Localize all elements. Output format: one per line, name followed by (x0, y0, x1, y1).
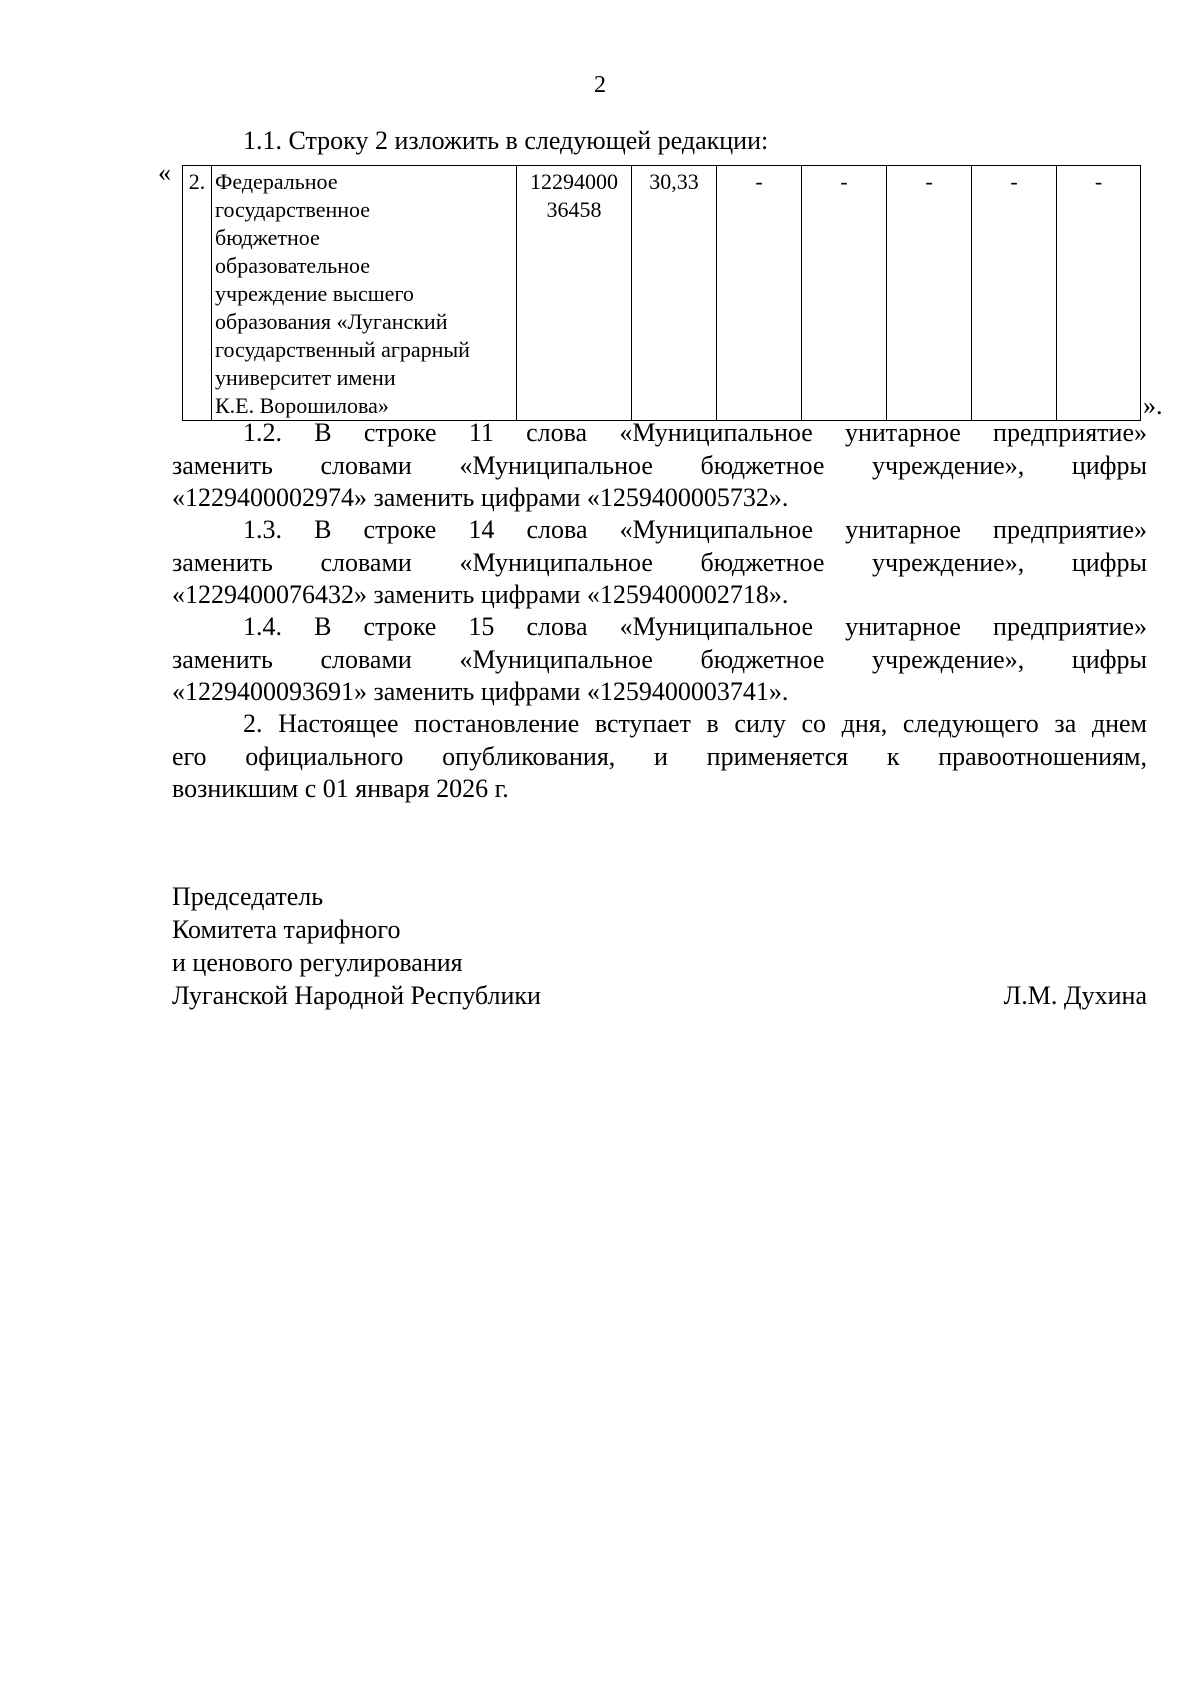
text-line: 1.3. В строке 14 слова «Муниципальное унитарное предприятие» (243, 515, 1147, 544)
cell-dash: - (717, 166, 802, 421)
name-line: бюджетное (215, 225, 320, 250)
name-line: государственный аграрный (215, 337, 470, 362)
name-line: университет имени (215, 365, 396, 390)
name-line: образования «Луганский (215, 309, 448, 334)
text-line: заменить словами «Муниципальное бюджетное учреждение», цифры (172, 644, 1147, 674)
text-line: 2. Настоящее постановление вступает в силу со дня, следующего за днем (243, 709, 1147, 738)
amended-row-table (182, 165, 1141, 421)
signature-title-line: Комитета тарифного (172, 915, 401, 944)
text-line: его официального опубликования, и применяется к правоотношениям, (172, 741, 1147, 771)
code-line: 36458 (546, 197, 602, 222)
signature-title-line: Луганской Народной Республики (172, 981, 541, 1010)
signatory-name: Л.М. Духина (1003, 981, 1147, 1010)
name-line: образовательное (215, 253, 371, 278)
paragraph-1-2 (172, 417, 1147, 515)
cell-row-number: 2. (183, 166, 212, 421)
code-line: 12294000 (530, 169, 618, 194)
intro-line: 1.1. Строку 2 изложить в следующей редакции: (243, 126, 769, 155)
text-line: заменить словами «Муниципальное бюджетное учреждение», цифры (172, 547, 1147, 577)
name-line: государственное (215, 197, 371, 222)
quote-open: « (158, 158, 171, 187)
signature-block (172, 880, 1147, 1012)
cell-registration-code (517, 166, 632, 421)
page-number: 2 (594, 72, 606, 98)
signature-last-row (172, 979, 1147, 1012)
text-line: 1.4. В строке 15 слова «Муниципальное унитарное предприятие» (243, 612, 1147, 641)
cell-value: 30,33 (632, 166, 717, 421)
cell-dash: - (802, 166, 887, 421)
paragraph-1-4 (172, 611, 1147, 709)
cell-dash: - (887, 166, 972, 421)
signature-title-line: Председатель (172, 882, 324, 911)
paragraph-1-3 (172, 514, 1147, 612)
text-line: возникшим с 01 января 2026 г. (172, 774, 509, 803)
name-line: Федеральное (215, 169, 338, 194)
name-line: учреждение высшего (215, 281, 414, 306)
cell-dash: - (1057, 166, 1141, 421)
name-line: К.Е. Ворошилова» (215, 393, 389, 418)
text-line: «1229400076432» заменить цифрами «1259400002718». (172, 580, 789, 609)
cell-organization-name (212, 166, 517, 421)
text-line: «1229400093691» заменить цифрами «1259400003741». (172, 677, 789, 706)
quote-close: ». (1143, 391, 1163, 420)
paragraph-2 (172, 708, 1147, 806)
signature-title-line: и ценового регулирования (172, 948, 463, 977)
cell-dash: - (972, 166, 1057, 421)
text-line: «1229400002974» заменить цифрами «1259400005732». (172, 483, 789, 512)
table-row (183, 166, 1141, 421)
text-line: 1.2. В строке 11 слова «Муниципальное унитарное предприятие» (243, 418, 1147, 447)
text-line: заменить словами «Муниципальное бюджетное учреждение», цифры (172, 450, 1147, 480)
